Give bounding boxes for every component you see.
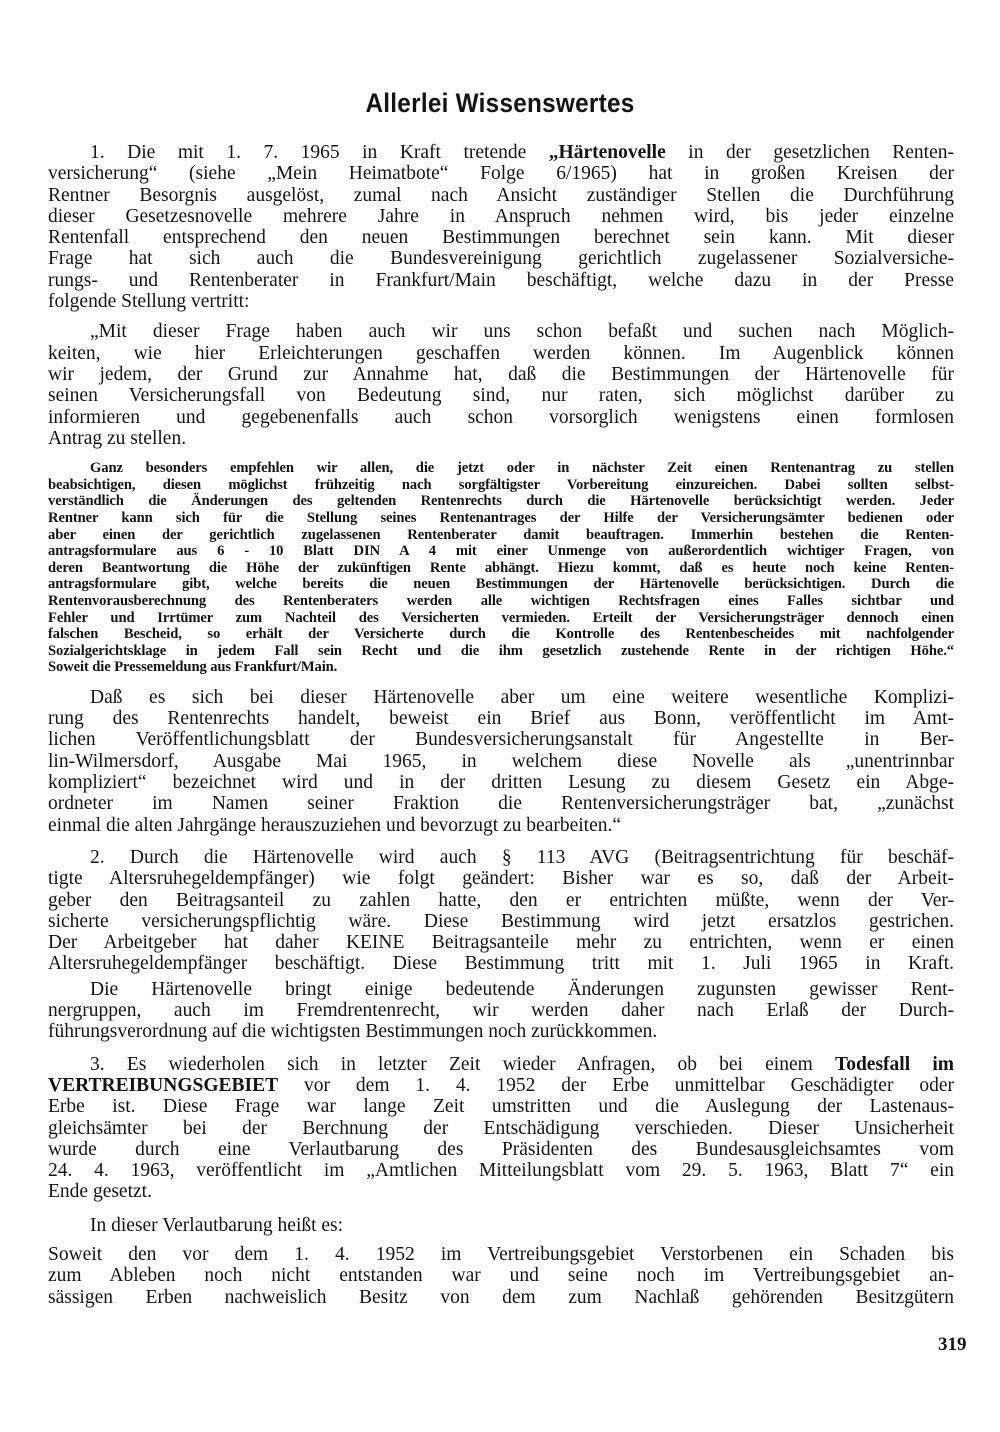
text-line: Rentner kann sich für die Stellung seines Rentenantrages der Hilfe der Versicherungsämter bedienen oder: [48, 509, 954, 526]
paragraph-quote: [48, 321, 954, 449]
page-number: 319: [938, 1334, 967, 1355]
text-line: informieren und gegebenenfalls auch schon vorsorglich wenigstens einen formlosen: [48, 406, 954, 428]
text-line: Fehler und Irrtümer zum Nachteil des Versicherten vermieden. Erteilt der Versicherungsträger dennoch einen: [48, 609, 954, 626]
text-line: 3. Es wiederholen sich in letzter Zeit wieder Anfragen, ob bei einem Todesfall im: [90, 1053, 954, 1075]
text-line: wurde durch eine Verlautbarung des Präsidenten des Bundesausgleichsamtes vom: [48, 1138, 954, 1160]
text-line: versicherung“ (siehe „Mein Heimatbote“ Folge 6/1965) hat in großen Kreisen der: [48, 163, 954, 185]
text-line: verständlich die Änderungen des geltenden Rentenrechts durch die Härtenovelle berücksichtigt werden. Jeder: [48, 493, 954, 510]
text-line: keiten, wie hier Erleichterungen geschaffen werden können. Im Augenblick können: [48, 342, 954, 364]
text-line: 24. 4. 1963, veröffentlicht im „Amtlichen Mitteilungsblatt vom 29. 5. 1963, Blatt 7“ ein: [48, 1160, 954, 1182]
text-line: ordneter im Namen seiner Fraktion die Rentenversicherungsträger bat, „zunächst: [48, 793, 954, 815]
text-line: Rentenvorausberechnung des Rentenberaters werden alle wichtigen Rechtsfragen eines Falles sichtbar und: [48, 592, 954, 609]
text-line: antragsformulare aus 6 - 10 Blatt DIN A 4 mit einer Unmenge von außerordentlich wichtiger Fragen, von: [48, 543, 954, 560]
text-line: antragsformulare gibt, welche bereits die neuen Bestimmungen der Härtenovelle berücksichtigen. Durch die: [48, 576, 954, 593]
paragraph-verlautbarung-intro: [48, 1215, 954, 1236]
text-line: sicherte versicherungspflichtig wäre. Diese Bestimmung wird jetzt ersatzlos gestrichen.: [48, 910, 954, 932]
paragraph-2-avg: [48, 847, 954, 975]
text-line: Ende gesetzt.: [48, 1181, 152, 1203]
text-line: Soweit die Pressemeldung aus Frankfurt/Main.: [48, 659, 338, 676]
text-line: gleichsämter bei der Berchnung der Entschädigung verschieden. Dieser Unsicherheit: [48, 1117, 954, 1139]
text-line: „Mit dieser Frage haben auch wir uns schon befaßt und suchen nach Möglich-: [90, 321, 954, 343]
text-line: rungs- und Rentenberater in Frankfurt/Main beschäftigt, welche dazu in der Presse: [48, 269, 954, 291]
text-line: seinen Versicherungsfall von Bedeutung sind, nur raten, sich möglichst darüber zu: [48, 385, 954, 407]
text-line: beabsichtigen, diesen möglichst frühzeitig nach sorgfältigster Vorbereitung einzureichen. Dabei sollten selbst-: [48, 476, 954, 493]
paragraph-komplizierung: [48, 687, 954, 836]
text-line: Der Arbeitgeber hat daher KEINE Beitragsanteile mehr zu entrichten, wenn er einen: [48, 932, 954, 954]
article-body: [48, 142, 954, 1308]
text-line: 2. Durch die Härtenovelle wird auch § 113 AVG (Beitragsentrichtung für beschäf-: [90, 846, 954, 868]
text-line: Daß es sich bei dieser Härtenovelle aber um eine weitere wesentliche Komplizi-: [90, 686, 954, 708]
text-line: Frage hat sich auch die Bundesvereinigung gerichtlich zugelassener Sozialversiche-: [48, 248, 954, 270]
text-line: führungsverordnung auf die wichtigsten Bestimmungen noch zurückkommen.: [48, 1021, 658, 1043]
text-line: geber den Beitragsanteil zu zahlen hatte, den er entrichten müßte, wenn der Ver-: [48, 889, 954, 911]
paragraph-aenderungen: [48, 979, 954, 1043]
text-line: zum Ableben noch nicht entstanden war und seine noch im Vertreibungsgebiet an-: [48, 1265, 954, 1287]
text-line: 1. Die mit 1. 7. 1965 in Kraft tretende „Härtenovelle in der gesetzlichen Renten-: [90, 142, 954, 163]
text-line: tigte Altersruhegeldempfänger) wie folgt geändert: Bisher war es so, daß der Arbeit-: [48, 868, 954, 890]
paragraph-small-print: [48, 460, 954, 676]
text-line: sässigen Erben nachweislich Besitz von dem zum Nachlaß gehörenden Besitzgütern: [48, 1286, 954, 1308]
text-line: Rentner Besorgnis ausgelöst, zumal nach Ansicht zuständiger Stellen die Durchführung: [48, 184, 954, 206]
text-line: Soweit den vor dem 1. 4. 1952 im Vertreibungsgebiet Verstorbenen ein Schaden bis: [48, 1244, 954, 1265]
text-line: lin-Wilmersdorf, Ausgabe Mai 1965, in welchem diese Novelle als „unentrinnbar: [48, 750, 954, 772]
paragraph-3-todesfall: [48, 1054, 954, 1203]
text-line: folgende Stellung vertritt:: [48, 291, 250, 313]
text-line: aber einen der gerichtlich zugelassenen Rentenberater damit beauftragen. Immerhin bestehen die Renten-: [48, 526, 954, 543]
page-title: Allerlei Wissenswertes: [365, 88, 635, 118]
text-line: Erbe ist. Diese Frage war lange Zeit umstritten und die Auslegung der Lastenaus-: [48, 1096, 954, 1118]
text-line: Rentenfall entsprechend den neuen Bestimmungen berechnet sein kann. Mit dieser: [48, 227, 954, 249]
text-line: falschen Bescheid, so erhält der Versicherte durch die Kontrolle des Rentenbescheides mit nachfolgender: [48, 626, 954, 643]
text-line: lichen Veröffentlichungsblatt der Bundesversicherungsanstalt für Angestellte in Ber-: [48, 729, 954, 751]
text-line: rung des Rentenrechts handelt, beweist ein Brief aus Bonn, veröffentlicht im Amt-: [48, 708, 954, 730]
text-line: Ganz besonders empfehlen wir allen, die jetzt oder in nächster Zeit einen Rentenantrag zu stellen: [90, 460, 954, 477]
text-line: deren Beantwortung die Höhe der zukünftigen Rente abhängt. Hiezu kommt, daß es heute noch keine Renten-: [48, 559, 954, 576]
text-line: dieser Gesetzesnovelle mehrere Jahre in Anspruch nehmen wird, bis jeder einzelne: [48, 205, 954, 227]
text-line: kompliziert“ bezeichnet wird und in der dritten Lesung zu diesem Gesetz ein Abge-: [48, 772, 954, 794]
text-line: Altersruhegeldempfänger beschäftigt. Diese Bestimmung tritt mit 1. Juli 1965 in Kraft.: [48, 953, 954, 975]
text-line: Sozialgerichtsklage in jedem Fall sein Recht und die ihm gesetzlich zustehende Rente in der richtigen Höhe.“: [48, 642, 954, 659]
text-line: Antrag zu stellen.: [48, 427, 187, 449]
paragraph-1-haertenovelle: [48, 142, 954, 312]
text-line: Die Härtenovelle bringt einige bedeutende Änderungen zugunsten gewisser Rent-: [90, 978, 954, 1000]
paragraph-verlautbarung-text: [48, 1244, 954, 1308]
text-line: nergruppen, auch im Fremdrentenrecht, wir werden daher nach Erlaß der Durch-: [48, 1000, 954, 1022]
text-line: wir jedem, der Grund zur Annahme hat, daß die Bestimmungen der Härtenovelle für: [48, 363, 954, 385]
text-line: einmal die alten Jahrgänge herauszuziehen und bevorzugt zu bearbeiten.“: [48, 814, 622, 836]
text-line: VERTREIBUNGSGEBIET vor dem 1. 4. 1952 der Erbe unmittelbar Geschädigter oder: [48, 1074, 954, 1096]
text-line: In dieser Verlautbarung heißt es:: [90, 1214, 344, 1236]
